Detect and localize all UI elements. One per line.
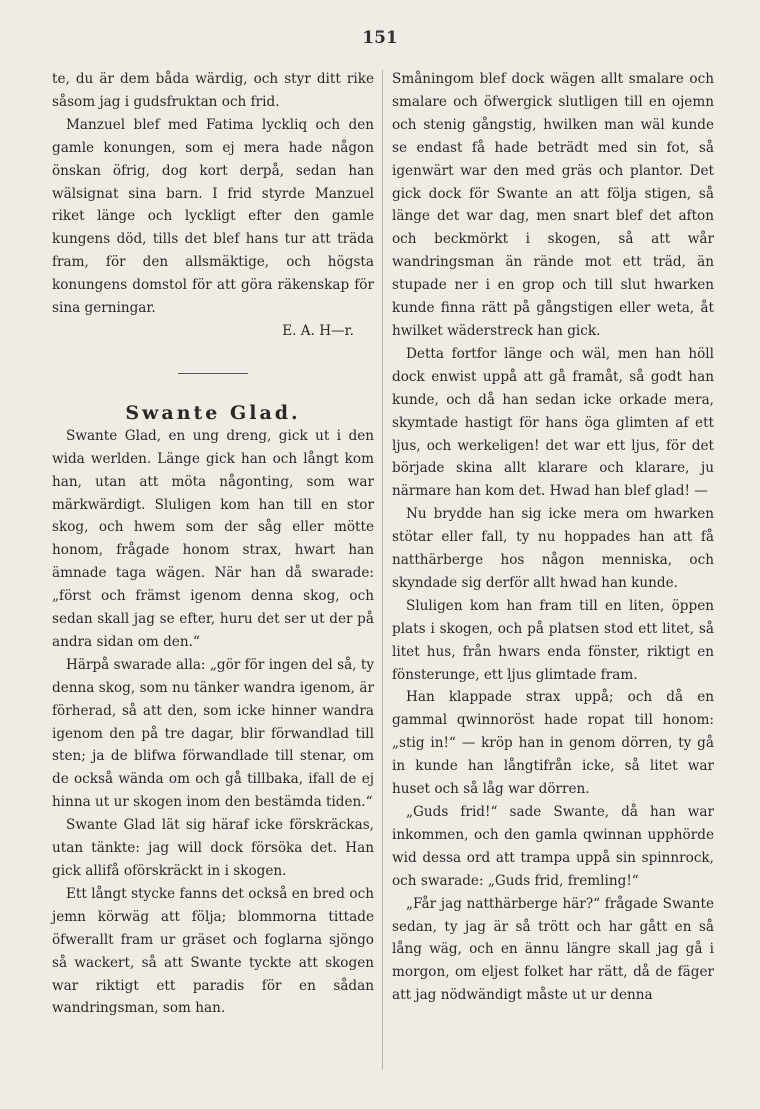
section-divider bbox=[178, 373, 248, 374]
page-number: 151 bbox=[362, 28, 398, 48]
column-divider bbox=[382, 70, 383, 1070]
paragraph: „Guds frid!“ sade Swante, då han war inkommen, och den gamla qwinnan upphörde wid dessa ord att trampa uppå sin spinnrock, och swarade: „Guds frid, fremling!“ bbox=[392, 804, 714, 889]
right-column bbox=[392, 68, 714, 1007]
paragraph: Swante Glad lät sig häraf icke förskräckas, utan tänkte: jag will dock försöka det. Han gick allifå oförskräckt in i skogen. bbox=[52, 817, 374, 879]
paragraph: Nu brydde han sig icke mera om hwarken stötar eller fall, ty nu hoppades han att få natthärberge hos någon menniska, och skyndade sig derför allt hwad han kunde. bbox=[392, 506, 714, 591]
paragraph: Sluligen kom han fram till en liten, öppen plats i skogen, och på platsen stod ett litet, så litet hus, från hwars enda fönster, riktigt en fönsterunge, ett ljus glimtade fram. bbox=[392, 597, 714, 683]
left-column bbox=[52, 68, 374, 1020]
author-signature: E. A. H—r. bbox=[282, 322, 354, 339]
paragraph: Detta fortfor länge och wäl, men han höll dock enwist uppå att gå framåt, så godt han kunde, och då han sedan icke orkade mera, skymtade hastigt för hans öga glimten af ett ljus, och werkeligen! det war ett ljus, för det började skina allt klarare och klarare, ju närmare han kom det. Hwad han blef glad! — bbox=[392, 345, 714, 500]
paragraph: te, du är dem båda wärdig, och styr ditt rike såsom jag i gudsfruktan och frid. bbox=[52, 71, 374, 110]
paragraph: Härpå swarade alla: „gör för ingen del så, ty denna skog, som nu tänker wandra igenom, är förherad, så att den, som icke hinner wandra igenom den på tre dagar, blir förwandlad till sten; ja de blifwa förwandlade till stenar, om de också wända om och gå tillbaka, ifall de ej hinna ut ur skogen inom den bestämda tiden.“ bbox=[52, 656, 374, 811]
paragraph: Swante Glad, en ung dreng, gick ut i den wida werlden. Länge gick han och långt kom han, utan att möta någonting, som war märkwärdigt. Sluligen kom han till en stor skog, och hwem som der såg eller mötte honom, frågade honom strax, hwart han ämnade taga wägen. När han då swarade: „först och främst igenom denna skog, och sedan skall jag se efter, huru det ser ut der på andra sidan om den.“ bbox=[52, 427, 374, 650]
paragraph: Han klappade strax uppå; och då en gammal qwinnoröst hade ropat till honom: „stig in!“ — kröp han in genom dörren, ty gå in kunde han långtifrån icke, så litet war huset och så låg war dörren. bbox=[392, 689, 714, 798]
story-title: Swante Glad. bbox=[125, 401, 301, 424]
paragraph: Småningom blef dock wägen allt smalare och smalare och öfwergick slutligen till en ojemn och stenig gångstig, hwilken man wäl kunde se endast få hade beträdt med sin fot, så igenwärt war den med gräs och plantor. Det gick dock för Swante an att följa stigen, så länge det war dag, men snart blef det afton och beckmörkt i skogen, så att wår wandringsman än rände mot ett träd, än stupade ner i en grop och till slut hwarken kunde finna rätt på gångstigen eller weta, åt hwilket wäderstreck han gick. bbox=[392, 71, 714, 339]
paragraph: „Får jag natthärberge här?“ frågade Swante sedan, ty jag är så trött och har gått en så lång wäg, och en ännu längre skall jag gå i morgon, om eljest folket har rätt, då de fäger att jag nödwändigt måste ut ur denna bbox=[392, 895, 714, 1004]
paragraph: Ett långt stycke fanns det också en bred och jemn körwäg att följa; blommorna tittade öfwerallt fram ur gräset och foglarna sjöngo så wackert, så att Swante tyckte att skogen war riktigt ett paradis för en sådan wandringsman, som han. bbox=[52, 885, 374, 1017]
paragraph: Manzuel blef med Fatima lyckliq och den gamle konungen, som ej mera hade någon önskan öfrig, dog kort derpå, sedan han wälsignat sina barn. I frid styrde Manzuel riket länge och lyckligt efter den gamle kungens död, tills det blef hans tur att träda fram, för den allsmäktige, och högsta konungens domstol för att göra räkenskap för sina gerningar. bbox=[52, 116, 374, 317]
